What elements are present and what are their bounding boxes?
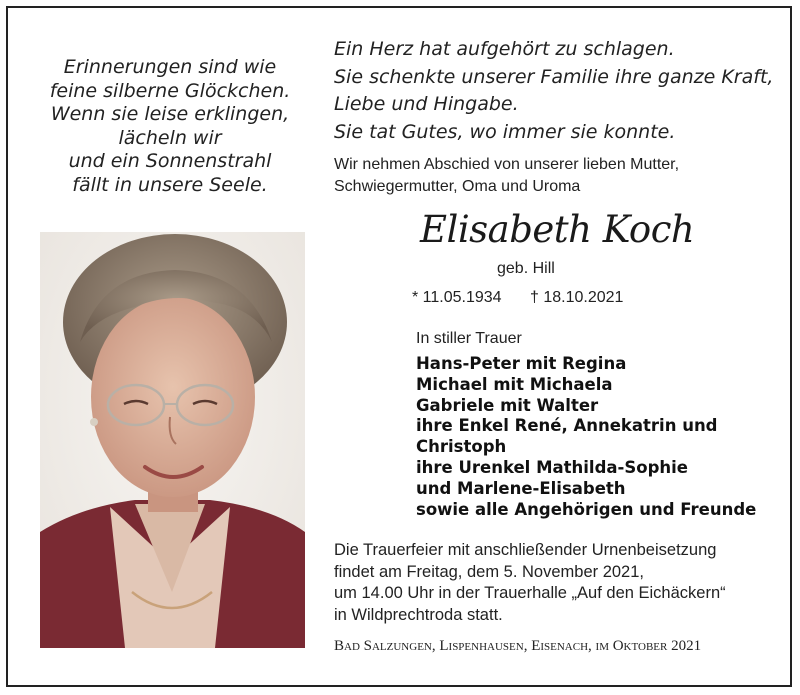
birth-date: * 11.05.1934 bbox=[412, 289, 502, 306]
intro-line: Wir nehmen Abschied von unserer lieben Mutter, bbox=[334, 156, 680, 173]
place-and-date: Bad Salzungen, Lispenhausen, Eisenach, im Oktober 2021 bbox=[334, 638, 702, 654]
poem-left bbox=[40, 56, 300, 197]
poem-left-line: Wenn sie leise erklingen, bbox=[50, 103, 290, 125]
poem-right bbox=[334, 36, 774, 146]
intro-line: Schwiegermutter, Oma und Uroma bbox=[334, 178, 581, 195]
mourners-list bbox=[416, 354, 786, 520]
poem-left-line: fällt in unsere Seele. bbox=[72, 173, 268, 196]
mourner-line: Gabriele mit Walter bbox=[416, 395, 599, 415]
mourner-line: ihre Enkel René, Annekatrin und bbox=[416, 416, 718, 436]
poem-right-line: Ein Herz hat aufgehört zu schlagen. bbox=[334, 38, 675, 60]
mourning-label: In stiller Trauer bbox=[416, 330, 522, 347]
mourner-line: Hans-Peter mit Regina bbox=[416, 354, 627, 373]
poem-left-line: Erinnerungen sind wie bbox=[63, 56, 277, 78]
ceremony-line: Die Trauerfeier mit anschließender Urnenbeisetzung bbox=[334, 541, 717, 559]
poem-left-line: feine silberne Glöckchen. bbox=[49, 79, 291, 102]
mourner-line: ihre Urenkel Mathilda-Sophie bbox=[416, 457, 688, 477]
mourner-line: Michael mit Michaela bbox=[416, 374, 613, 394]
portrait-photo bbox=[40, 232, 305, 648]
poem-right-line: Sie schenkte unserer Familie ihre ganze Kraft, bbox=[334, 65, 774, 88]
poem-left-line: lächeln wir bbox=[118, 126, 222, 149]
ceremony-line: findet am Freitag, dem 5. November 2021, bbox=[334, 562, 644, 581]
mourner-line: und Marlene-Elisabeth bbox=[416, 478, 626, 498]
farewell-intro bbox=[334, 154, 774, 198]
poem-right-line: Sie tat Gutes, wo immer sie konnte. bbox=[334, 120, 676, 143]
born-name: geb. Hill bbox=[497, 260, 555, 277]
death-date: † 18.10.2021 bbox=[530, 289, 624, 306]
life-dates bbox=[412, 289, 732, 307]
mourner-line: sowie alle Angehörigen und Freunde bbox=[416, 499, 757, 519]
portrait-illustration bbox=[40, 232, 305, 648]
poem-right-line: Liebe und Hingabe. bbox=[334, 93, 519, 115]
ceremony-line: in Wildprechtroda statt. bbox=[334, 605, 503, 624]
poem-left-line: und ein Sonnenstrahl bbox=[68, 150, 272, 172]
deceased-name: Elisabeth Koch bbox=[420, 208, 695, 251]
ceremony-info bbox=[334, 540, 774, 626]
ceremony-line: um 14.00 Uhr in der Trauerhalle „Auf den Eichäckern“ bbox=[334, 584, 726, 602]
mourner-line: Christoph bbox=[416, 437, 507, 457]
